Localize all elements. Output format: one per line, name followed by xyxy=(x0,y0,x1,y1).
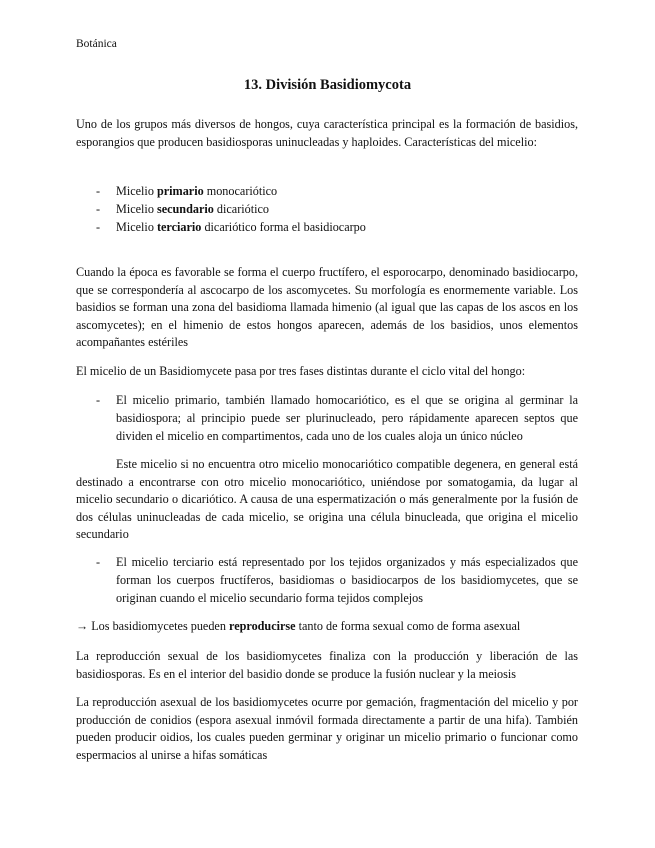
dash-bullet: - xyxy=(96,184,101,198)
fase-terciario-text: El micelio terciario está representado por los tejidos organizados y más especializados que forman los cuerpos fructíferos, basidiomas o basidiocarpos de los basidiomycetes, que se originan cuando el micelio secundario forma tejidos complejos xyxy=(116,555,578,605)
list-item-suffix: dicariótico forma el basidiocarpo xyxy=(201,220,366,234)
reproduccion-bold: reproducirse xyxy=(229,619,296,633)
list-item-prefix: Micelio xyxy=(116,220,157,234)
dash-bullet: - xyxy=(96,393,101,407)
fases-paragraph: El micelio de un Basidiomycete pasa por tres fases distintas durante el ciclo vital del hongo: xyxy=(76,364,526,378)
list-item xyxy=(76,391,578,445)
reproduccion-line xyxy=(76,618,578,636)
list-item-prefix: Micelio xyxy=(116,202,157,216)
cuerpo-fructifero-paragraph: Cuando la época es favorable se forma el cuerpo fructífero, el esporocarpo, denominado basidiocarpo, que se correspondería al ascocarpo de los ascomycetes. Su morfología es enormemente variable. Los basidios se forman una zona del basidioma llamada himenio (al igual que las capas de los ascos en los ascomycetes); en el himenio de estos hongos aparecen, además de los basidios, unos elementos acompañantes estériles xyxy=(76,265,578,349)
page-title: 13. División Basidiomycota xyxy=(243,77,412,93)
list-item xyxy=(76,218,578,236)
fase-terciario-list xyxy=(76,553,578,607)
list-item-suffix: monocariótico xyxy=(203,184,278,198)
list-item xyxy=(76,182,578,200)
list-item-bold: terciario xyxy=(156,220,202,234)
list-item-bold: primario xyxy=(156,184,204,198)
fase-primario-list xyxy=(76,391,578,445)
reproduccion-asexual-paragraph: La reproducción asexual de los basidiomycetes ocurre por gemación, fragmentación del micelio y por producción de conidios (espora asexual inmóvil formada directamente a partir de una hifa). También pueden producir oidios, los cuales pueden germinar y originar un micelio primario o funcionar como espermacios al unirse a hifas somáticas xyxy=(76,695,578,762)
arrow-icon: → xyxy=(76,619,89,633)
list-item xyxy=(76,200,578,218)
intro-paragraph: Uno de los grupos más diversos de hongos, cuya característica principal es la formación de basidios, esporangios que producen basidiosporas uninucleadas y haploides. Características del micelio: xyxy=(76,117,578,149)
list-item-suffix: dicariótico xyxy=(213,202,270,216)
micelio-list xyxy=(76,182,578,236)
dash-bullet: - xyxy=(96,220,101,234)
list-item-bold: secundario xyxy=(156,202,214,216)
list-item xyxy=(76,553,578,607)
reproduccion-suffix: tanto de forma sexual como de forma asexual xyxy=(295,619,521,633)
micelio-secundario-paragraph: Este micelio si no encuentra otro micelio monocariótico compatible degenera, en general está destinado a encontrarse con otro micelio monocariótico, uniéndose por somatogamia, da lugar al micelio secundario o dicariótico. A causa de una espermatización o más generalmente por la fusión de dos células uninucleadas de cada micelio, se origina una célula binucleada, que origina el micelio secundario xyxy=(76,457,578,541)
reproduccion-prefix: Los basidiomycetes pueden xyxy=(88,619,229,633)
page-header: Botánica xyxy=(76,38,117,50)
list-item-prefix: Micelio xyxy=(116,184,157,198)
fase-primario-text: El micelio primario, también llamado homocariótico, es el que se origina al germinar la basidiospora; al principio puede ser plurinucleado, pero rápidamente aparecen septos que dividen el micelio en compartimentos, cada uno de los cuales aloja un único núcleo xyxy=(116,393,578,443)
reproduccion-sexual-paragraph: La reproducción sexual de los basidiomycetes finaliza con la producción y liberación de las basidiosporas. Es en el interior del basidio donde se produce la fusión nuclear y la meiosis xyxy=(76,649,578,681)
dash-bullet: - xyxy=(96,202,101,216)
dash-bullet: - xyxy=(96,555,101,569)
